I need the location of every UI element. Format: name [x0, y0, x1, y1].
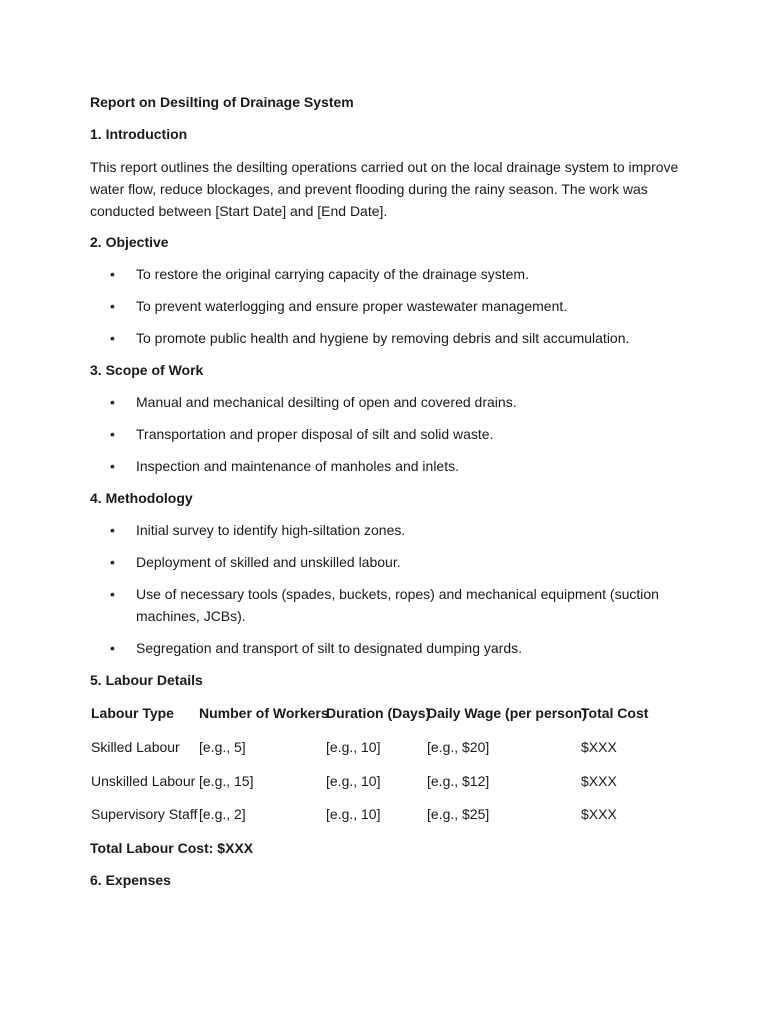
table-cell: Unskilled Labour — [91, 773, 196, 789]
list-item-text: To restore the original carrying capacity of the drainage system. — [136, 266, 529, 282]
list-item-text: Segregation and transport of silt to designated dumping yards. — [136, 640, 523, 656]
bullet-icon: • — [110, 640, 115, 656]
bullet-icon: • — [110, 554, 115, 570]
table-cell: Supervisory Staff — [91, 806, 198, 822]
list-item-text: Use of necessary tools (spades, buckets, ropes) and mechanical equipment (suction machines, JCBs). — [136, 586, 659, 624]
table-cell: [e.g., 10] — [326, 806, 381, 822]
bullet-icon: • — [110, 394, 115, 410]
section-heading-methodology: 4. Methodology — [90, 490, 193, 506]
bullet-icon: • — [110, 426, 115, 442]
total-labour-cost: Total Labour Cost: $XXX — [90, 840, 254, 856]
table-header-cell: Labour Type — [91, 705, 174, 721]
bullet-icon: • — [110, 522, 115, 538]
table-cell: Skilled Labour — [91, 739, 180, 755]
bullet-icon: • — [110, 586, 115, 602]
section-heading-objective: 2. Objective — [90, 234, 169, 250]
list-item-text: Transportation and proper disposal of silt and solid waste. — [136, 426, 494, 442]
bullet-icon: • — [110, 266, 115, 282]
table-cell: [e.g., $25] — [427, 806, 490, 822]
introduction-paragraph: This report outlines the desilting operations carried out on the local drainage system to improve water flow, reduce blockages, and prevent flooding during the rainy season. The work was conducted between [Start Date] and [End Date]. — [90, 159, 679, 219]
list-item-text: Initial survey to identify high-siltation zones. — [136, 522, 406, 538]
bullet-icon: • — [110, 298, 115, 314]
table-cell: $XXX — [581, 773, 617, 789]
table-header-cell: Number of Workers — [199, 705, 329, 721]
bullet-icon: • — [110, 458, 115, 474]
section-heading-introduction: 1. Introduction — [90, 126, 188, 142]
table-header-cell: Daily Wage (per person) — [427, 705, 587, 721]
table-header-cell: Total Cost — [581, 705, 649, 721]
table-cell: [e.g., 2] — [199, 806, 246, 822]
table-cell: $XXX — [581, 739, 617, 755]
table-cell: [e.g., $12] — [427, 773, 490, 789]
table-cell: [e.g., 15] — [199, 773, 254, 789]
table-cell: [e.g., 5] — [199, 739, 246, 755]
section-heading-labour: 5. Labour Details — [90, 672, 203, 688]
table-cell: $XXX — [581, 806, 617, 822]
document-title: Report on Desilting of Drainage System — [90, 94, 354, 110]
bullet-icon: • — [110, 330, 115, 346]
table-row — [90, 771, 690, 791]
table-header-row — [90, 703, 690, 723]
table-cell: [e.g., $20] — [427, 739, 490, 755]
table-row — [90, 804, 690, 824]
section-heading-expenses: 6. Expenses — [90, 872, 171, 888]
table-cell: [e.g., 10] — [326, 739, 381, 755]
list-item-text: Manual and mechanical desilting of open and covered drains. — [136, 394, 517, 410]
table-row — [90, 737, 690, 757]
list-item-text: To prevent waterlogging and ensure proper wastewater management. — [136, 298, 568, 314]
list-item-text: Inspection and maintenance of manholes and inlets. — [136, 458, 459, 474]
table-cell: [e.g., 10] — [326, 773, 381, 789]
section-heading-scope: 3. Scope of Work — [90, 362, 204, 378]
table-header-cell: Duration (Days) — [326, 705, 431, 721]
list-item-text: Deployment of skilled and unskilled labour. — [136, 554, 401, 570]
list-item-text: To promote public health and hygiene by removing debris and silt accumulation. — [136, 330, 630, 346]
